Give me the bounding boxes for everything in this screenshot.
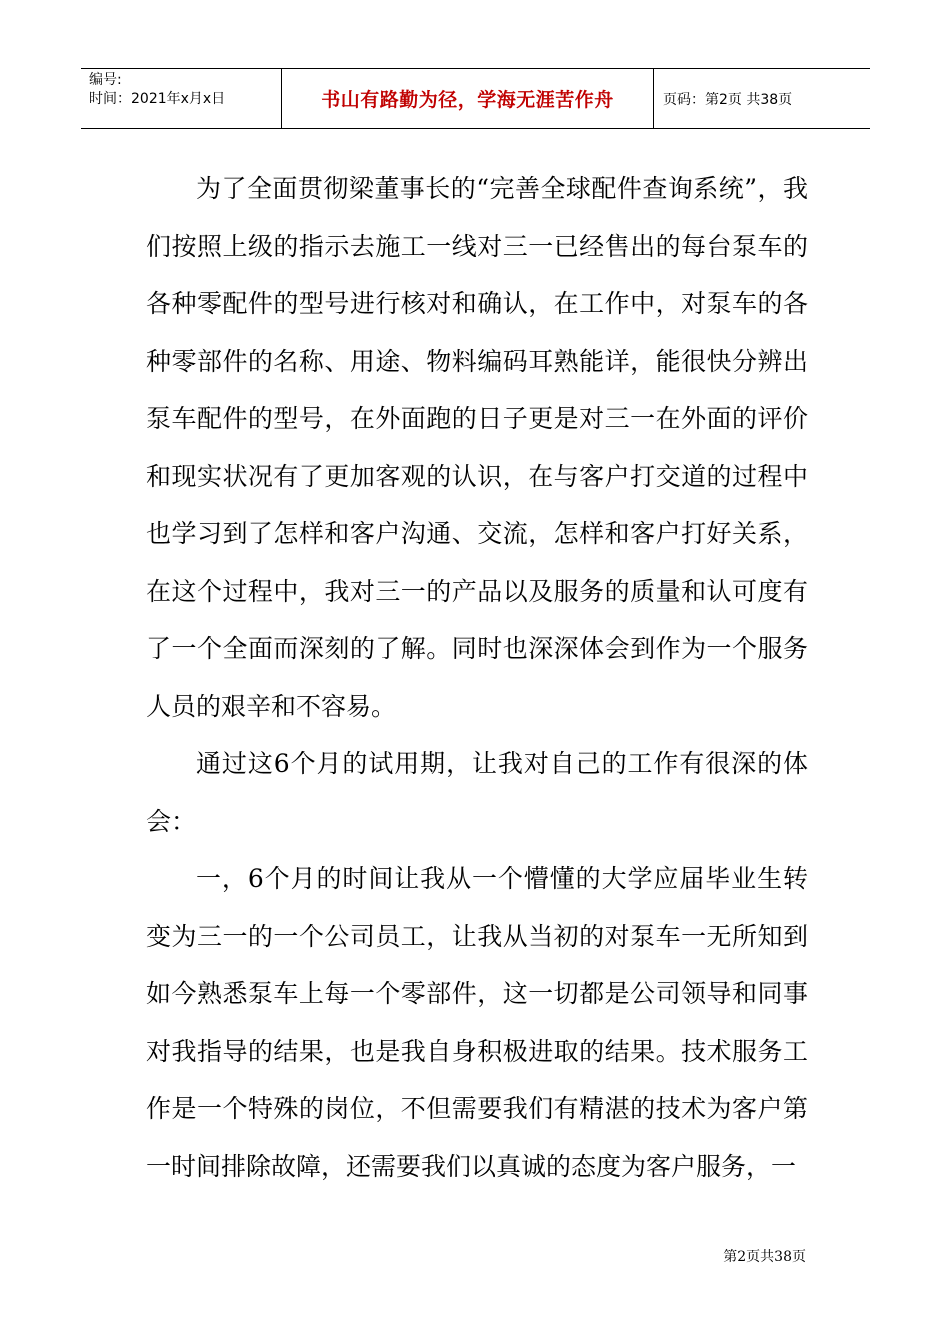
page-footer: 第2页共38页 — [723, 1249, 806, 1265]
date-label: 时间：2021年x月x日 — [89, 91, 226, 107]
header-motto: 书山有路勤为径，学海无涯苦作舟 — [282, 69, 654, 128]
paragraph-1: 为了全面贯彻梁董事长的“完善全球配件查询系统”，我们按照上级的指示去施工一线对三一已经售出的每台泵车的各种零配件的型号进行核对和确认，在工作中，对泵车的各种零部件的名称、用途、物料编码耳熟能详，能很快分辨出泵车配件的型号，在外面跑的日子更是对三一在外面的评价和现实状况有了更加客观的认识，在与客户打交道的过程中也学习到了怎样和客户沟通、交流，怎样和客户打好关系，在这个过程中，我对三一的产品以及服务的质量和认可度有了一个全面而深刻的了解。同时也深深体会到作为一个服务人员的艰辛和不容易。 — [146, 174, 808, 721]
serial-label: 编号: — [89, 72, 122, 88]
paragraph-3: 一，6个月的时间让我从一个懵懂的大学应届毕业生转变为三一的一个公司员工，让我从当初的对泵车一无所知到如今熟悉泵车上每一个零部件，这一切都是公司领导和同事对我指导的结果，也是我自身积极进取的结果。技术服务工作是一个特殊的岗位，不但需要我们有精湛的技术为客户第一时间排除故障，还需要我们以真诚的态度为客户服务，一 — [146, 864, 808, 1181]
header-page-number: 页码：第2页 共38页 — [663, 91, 793, 108]
paragraph-2: 通过这6个月的试用期，让我对自己的工作有很深的体会： — [146, 749, 808, 836]
header-info-cell — [81, 69, 282, 128]
page-header — [81, 68, 870, 129]
document-body — [146, 160, 808, 1195]
